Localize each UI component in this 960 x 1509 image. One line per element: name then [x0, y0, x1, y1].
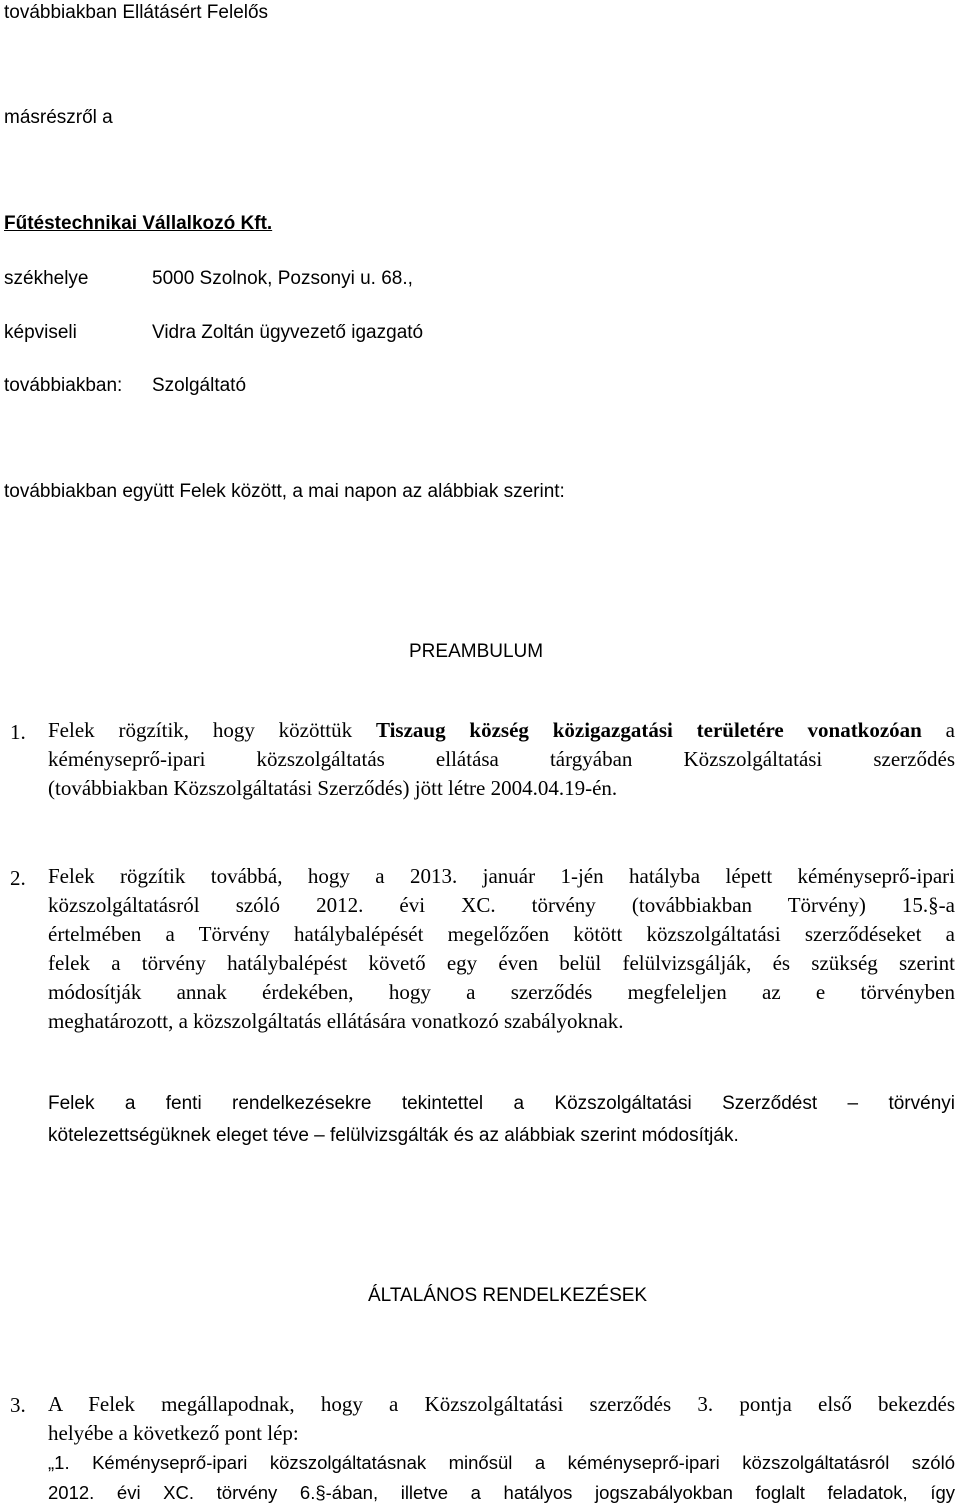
- alias-label: továbbiakban:: [4, 375, 123, 396]
- quoted-line: 2012. évi XC. törvény 6.§-ában, illetve a hatályos jogszabályokban foglalt feladatok, így: [48, 1482, 955, 1503]
- clause-3-line: A Felek megállapodnak, hogy a Közszolgáltatási szerződés 3. pontja első bekezdés: [48, 1392, 955, 1416]
- together-line: továbbiakban együtt Felek között, a mai napon az alábbiak szerint:: [4, 481, 565, 502]
- seat-label: székhelye: [4, 268, 89, 289]
- clause-2-number: 2.: [10, 866, 26, 890]
- clause-1-bold-area: Tiszaug község közigazgatási területére vonatkozóan: [375, 718, 922, 742]
- clause-3-line: helyébe a következő pont lép:: [48, 1421, 299, 1445]
- review-line: kötelezettségüknek eleget téve – felülvizsgálták és az alábbiak szerint módosítják.: [48, 1125, 739, 1146]
- previous-party-tail: továbbiakban Ellátásért Felelős: [4, 2, 269, 23]
- clause-1-line: kéményseprő-ipari közszolgáltatás ellátása tárgyában Közszolgáltatási szerződés: [48, 747, 955, 771]
- clause-2-line: felek a törvény hatálybalépést követő egy éven belül felülvizsgálják, és szükség szerint: [48, 951, 955, 975]
- clause-1-number: 1.: [10, 720, 26, 744]
- alias-value: Szolgáltató: [152, 375, 247, 396]
- clause-2-line: közszolgáltatásról szóló 2012. évi XC. törvény (továbbiakban Törvény) 15.§-a: [48, 893, 955, 917]
- clause-1-line: (továbbiakban Közszolgáltatási Szerződés) jött létre 2004.04.19-én.: [48, 776, 618, 800]
- clause-1-text-a: Felek rögzítik, hogy közöttük: [48, 718, 376, 742]
- seat-value: 5000 Szolnok, Pozsonyi u. 68.,: [152, 268, 413, 289]
- clause-3-number: 3.: [10, 1393, 26, 1417]
- clause-1-line: [48, 716, 955, 745]
- quoted-line: „1. Kéményseprő-ipari közszolgáltatásnak minősül a kéményseprő-ipari közszolgáltatásról szóló: [48, 1452, 955, 1473]
- review-line: Felek a fenti rendelkezésekre tekintettel a Közszolgáltatási Szerződést – törvényi: [48, 1093, 955, 1114]
- general-provisions-heading: ÁLTALÁNOS RENDELKEZÉSEK: [368, 1285, 648, 1306]
- clause-2-line: értelmében a Törvény hatálybalépését megelőzően kötött közszolgáltatási szerződéseket a: [48, 922, 955, 946]
- clause-1-text-c: a: [921, 718, 956, 742]
- clause-3-text: [48, 1390, 955, 1448]
- clause-2-text: [48, 862, 955, 1036]
- representative-label: képviseli: [4, 322, 77, 343]
- clause-2-line: Felek rögzítik továbbá, hogy a 2013. január 1-jén hatályba lépett kéményseprő-ipari: [48, 864, 955, 888]
- preamble-heading: PREAMBULUM: [409, 641, 544, 662]
- provider-name: Fűtéstechnikai Vállalkozó Kft.: [4, 213, 273, 234]
- quoted-provision: [48, 1448, 955, 1508]
- representative-value: Vidra Zoltán ügyvezető igazgató: [152, 322, 424, 343]
- clause-2-line: meghatározott, a közszolgáltatás ellátására vonatkozó szabályoknak.: [48, 1009, 624, 1033]
- other-party-intro: másrészről a: [4, 107, 113, 128]
- clause-1-text: [48, 716, 955, 803]
- clause-2-line: módosítják annak érdekében, hogy a szerződés megfeleljen az e törvényben: [48, 980, 955, 1004]
- review-paragraph: [48, 1088, 955, 1152]
